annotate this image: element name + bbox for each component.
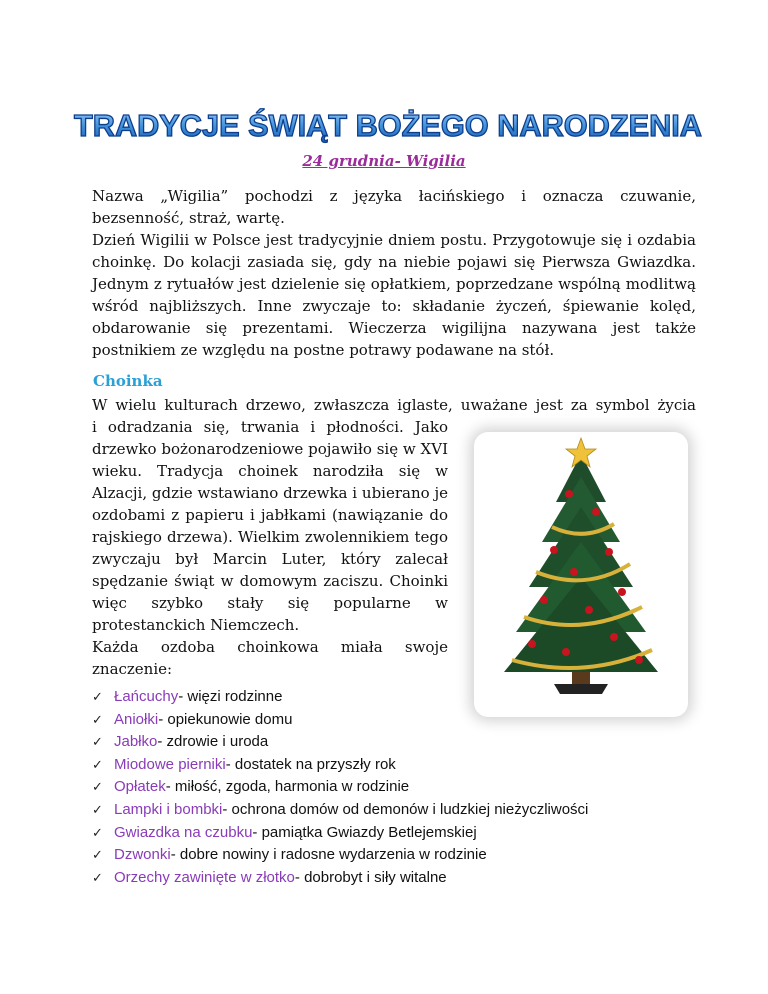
subtitle-wigilia: 24 grudnia- Wigilia: [302, 152, 466, 170]
intro-line-2: Dzień Wigilii w Polsce jest tradycyjnie dniem postu. Przygotowuje się i ozdabia choinkę. Do kolacji zasiada się, gdy na niebie pojawi się Pierwsza Gwiazdka. Jednym z rytuałów jest dzielenie się opłatkiem, poprzedzane wspólną modlitwą wśród najbliższych. Inne zwyczaje to: składanie życzeń, śpiewanie kolęd, obdarowanie się prezentami. Wieczerza wigilijna nazywana jest także postnikiem ze względu na postne potrawy podawane na stół.: [92, 231, 696, 359]
ornament-term: Łańcuchy: [114, 688, 179, 705]
ornament-term: Opłatek: [114, 778, 166, 796]
ornament-term: Gwiazdka na czubku: [114, 823, 253, 841]
choinka-paragraph: [92, 416, 448, 680]
page-title: TRADYCJE ŚWIĄT BOŻEGO NARODZENIA: [74, 108, 708, 143]
check-icon: ✓: [92, 735, 103, 751]
check-icon: ✓: [92, 825, 103, 841]
title-wordart: [68, 88, 708, 148]
list-item: [92, 844, 588, 867]
ornament-term: Dzwonki: [114, 846, 171, 864]
ornament-term: Orzechy zawinięte w złotko: [114, 868, 295, 886]
intro-paragraph: [92, 185, 696, 361]
ornament-desc: - ochrona domów od demonów i ludzkiej nieżyczliwości: [222, 800, 589, 818]
check-icon: ✓: [92, 870, 103, 886]
list-item: [92, 709, 588, 732]
ornament-term: Aniołki: [114, 710, 159, 728]
check-icon: ✓: [92, 780, 103, 796]
ornament-list: [92, 686, 588, 889]
choinka-meaning-intro: Każda ozdoba choinkowa miała swoje znaczenie:: [92, 638, 448, 678]
list-item: [92, 686, 588, 709]
ornament-desc: - dostatek na przyszły rok: [225, 755, 396, 773]
section-heading-choinka: Choinka: [93, 372, 163, 390]
check-icon: ✓: [92, 802, 103, 818]
check-icon: ✓: [92, 690, 103, 705]
ornament-term: Lampki i bombki: [114, 800, 223, 818]
ornament-desc: - dobre nowiny i radosne wydarzenia w rodzinie: [170, 846, 487, 864]
check-icon: ✓: [92, 757, 103, 773]
check-icon: ✓: [92, 848, 103, 864]
list-item: [92, 822, 588, 845]
choinka-text: i odradzania się, trwania i płodności. Jako drzewko bożonarodzeniowe pojawiło się w XVI wieku. Tradycja choinek narodziła się w Alzacji, gdzie wstawiano drzewka i ubierano je ozdobami z papieru i jabłkami (nawiązanie do rajskiego drzewa). Wielkim zwolennikiem tego zwyczaju był Marcin Luter, który zalecał spędzanie świąt w domowym zaciszu. Choinki więc szybko stały się popularne w protestanckich Niemczech.: [92, 418, 448, 634]
list-item: [92, 799, 588, 822]
ornament-desc: - więzi rodzinne: [178, 688, 283, 705]
ornament-term: Jabłko: [114, 733, 158, 751]
list-item: [92, 731, 588, 754]
check-icon: ✓: [92, 712, 103, 728]
list-item: [92, 776, 588, 799]
choinka-first-line: W wielu kulturach drzewo, zwłaszcza iglaste, uważane jest za symbol życia: [92, 396, 696, 414]
ornament-term: Miodowe pierniki: [114, 755, 226, 773]
ornament-desc: - miłość, zgoda, harmonia w rodzinie: [165, 778, 410, 796]
ornament-desc: - opiekunowie domu: [158, 710, 293, 728]
intro-line-1: Nazwa „Wigilia” pochodzi z języka łacińskiego i oznacza czuwanie, bezsenność, straż, wartę.: [92, 187, 696, 227]
christmas-tree-icon: [474, 432, 688, 717]
list-item: [92, 754, 588, 777]
ornament-desc: - zdrowie i uroda: [157, 733, 269, 751]
list-item: [92, 867, 588, 890]
ornament-desc: - dobrobyt i siły witalne: [294, 868, 447, 886]
christmas-tree-image: [474, 432, 688, 717]
ornament-desc: - pamiątka Gwiazdy Betlejemskiej: [252, 823, 477, 841]
